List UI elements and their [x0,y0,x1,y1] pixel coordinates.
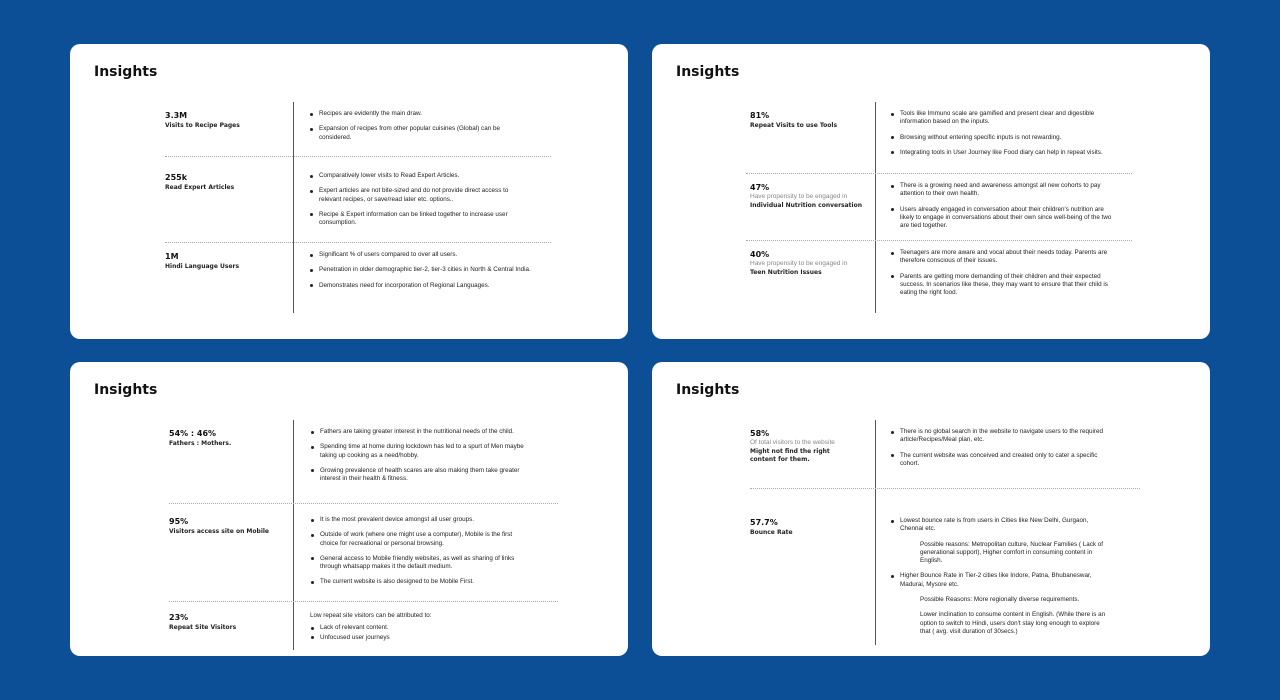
stat-block [750,420,875,488]
stat-value: 54% : 46% [169,429,217,438]
stat-block [165,102,293,156]
insight-bullets [875,489,1140,645]
bullet-item: Tools like Immuno scale are gamified and present clear and digestible information based on the inputs. [890,110,1112,127]
insights-card-demographics [70,362,628,656]
bullet-item: Significant % of users compared to over all users. [309,251,531,259]
insights-card-tools [652,44,1210,339]
insight-row [746,241,1132,313]
insight-row [750,420,1140,489]
card-title: Insights [94,382,158,398]
insight-row [750,489,1140,645]
bullet-item: Lack of relevant content. [310,624,526,632]
note-text: Possible Reasons: More regionally diverse requirements. [920,596,1080,604]
bullet-item: Lowest bounce rate is from users in Cities like New Delhi, Gurgaon, Chennai etc. [890,517,1110,534]
stat-label: Visitors access site on Mobile [169,528,270,535]
insights-table [165,102,551,313]
bullet-item: Fathers are taking greater interest in the nutritional needs of the child. [310,428,526,436]
stat-value: 95% [169,517,189,526]
insights-card-recipes [70,44,628,339]
bullet-item: Browsing without entering specific inputs is not rewarding. [890,134,1112,142]
insight-bullets [293,243,551,313]
bullet-item: Demonstrates need for incorporation of Regional Languages. [309,282,531,290]
bullet-item: Comparatively lower visits to Read Expert Articles. [309,172,531,180]
bullet-item: Outside of work (where one might use a computer), Mobile is the first choice for recreational or personal browsing. [310,531,526,548]
stat-label: Individual Nutrition conversation [750,202,862,209]
insight-bullets [293,504,558,601]
stat-block [165,243,293,313]
stat-subtext: Have propensity to be engaged in [750,260,848,267]
insight-row [165,157,551,243]
stat-block [746,102,875,173]
bullet-item: Parents are getting more demanding of their children and their expected success. In scenarios like these, they may want to ensure that their child is eating the right food. [890,273,1112,298]
bullet-item: Users already engaged in conversation about their children's nutrition are likely to engage in conversations about their own since well-being of the two are tied together. [890,206,1112,231]
stat-value: 1M [165,252,179,261]
card-title: Insights [676,64,740,80]
stat-label: Fathers : Mothers. [169,440,232,447]
stat-value: 23% [169,613,189,622]
stat-block [169,504,293,601]
bullet-item: The current website was conceived and created only to cater a specific cohort. [890,452,1110,469]
bullet-item: It is the most prevalent device amongst all user groups. [310,516,526,524]
stat-value: 81% [750,111,770,120]
bullet-item: Expansion of recipes from other popular cuisines (Global) can be considered. [309,125,531,142]
stat-value: 47% [750,183,770,192]
stat-label: Read Expert Articles [165,184,235,191]
bullet-item: Recipe & Expert information can be linked together to increase user consumption. [309,211,531,228]
bullet-item: Higher Bounce Rate in Tier-2 cities like Indore, Patna, Bhubaneswar, Madurai, Mysore etc. [890,572,1110,589]
insight-row [746,102,1132,174]
bullet-item: The current website is also designed to be Mobile First. [310,578,526,586]
stat-label: Bounce Rate [750,529,793,536]
bullet-item: Penetration in older demographic tier-2, tier-3 cities in North & Central India. [309,266,531,274]
insight-bullets [875,102,1132,173]
stat-block [746,241,875,313]
bullet-item: Growing prevalence of health scares are also making them take greater interest in their health & fitness. [310,467,526,484]
intro-text: Low repeat site visitors can be attributed to: [310,612,432,619]
bullet-item: There is no global search in the website to navigate users to the required article/Recipes/Meal plan, etc. [890,428,1110,445]
stat-label: Repeat Site Visitors [169,624,237,631]
stat-subtext: Of total visitors to the website [750,439,835,446]
stat-value: 57.7% [750,518,778,527]
bullet-item: Expert articles are not bite-sized and do not provide direct access to relevant recipes, or save/read later etc. options.. [309,187,531,204]
bullet-item: Recipes are evidently the main draw. [309,110,531,118]
stat-block [750,489,875,645]
note-text: Possible reasons: Metropolitan culture, Nuclear Families ( Lack of generational support), Higher comfort in consuming content in English. [920,540,1104,565]
insight-bullets [875,241,1132,313]
insight-bullets [293,420,558,503]
bullet-item: There is a growing need and awareness amongst all new cohorts to pay attention to their own health. [890,182,1112,199]
stat-subtext: Have propensity to be engaged in [750,193,848,200]
bullet-item: Teenagers are more aware and vocal about their needs today. Parents are therefore conscious of their issues. [890,249,1112,266]
stat-block [746,174,875,240]
stat-label: Hindi Language Users [165,263,240,270]
stat-label: Visits to Recipe Pages [165,122,240,129]
stat-label: Repeat Visits to use Tools [750,122,838,129]
insight-row [165,243,551,313]
insight-bullets [293,157,551,242]
insight-bullets [875,174,1132,240]
stat-value: 58% [750,429,770,438]
stat-block [169,420,293,503]
insight-bullets [293,102,551,156]
stat-block [169,602,293,650]
stat-label: Teen Nutrition Issues [750,269,822,276]
bullet-item: Unfocused user journeys [310,634,526,642]
insights-table [169,420,558,650]
bullet-item: Spending time at home during lockdown has led to a spurt of Men maybe taking up cooking as a need/hobby. [310,443,526,460]
insight-bullets [875,420,1140,488]
note-text: Lower inclination to consume content in English. (While there is an option to switch to Hindi, users don't stay long enough to explore that ( avg. visit duration of 30secs.) [920,611,1106,635]
stat-value: 40% [750,250,770,259]
insights-card-website [652,362,1210,656]
insights-table [746,102,1132,313]
bullet-item: General access to Mobile friendly websites, as well as sharing of links through whatsapp makes it the default medium. [310,555,526,572]
insight-row [169,420,558,504]
stat-value: 255k [165,173,188,182]
insight-row [169,602,558,650]
stat-block [165,157,293,242]
card-title: Insights [676,382,740,398]
bullet-item: Integrating tools in User Journey like Food diary can help in repeat visits. [890,149,1112,157]
insight-row [169,504,558,602]
insights-table [750,420,1140,645]
stat-label: Might not find the right content for them. [750,448,830,463]
insight-row [746,174,1132,241]
stat-value: 3.3M [165,111,188,120]
insight-bullets [293,602,558,650]
card-title: Insights [94,64,158,80]
insight-row [165,102,551,157]
